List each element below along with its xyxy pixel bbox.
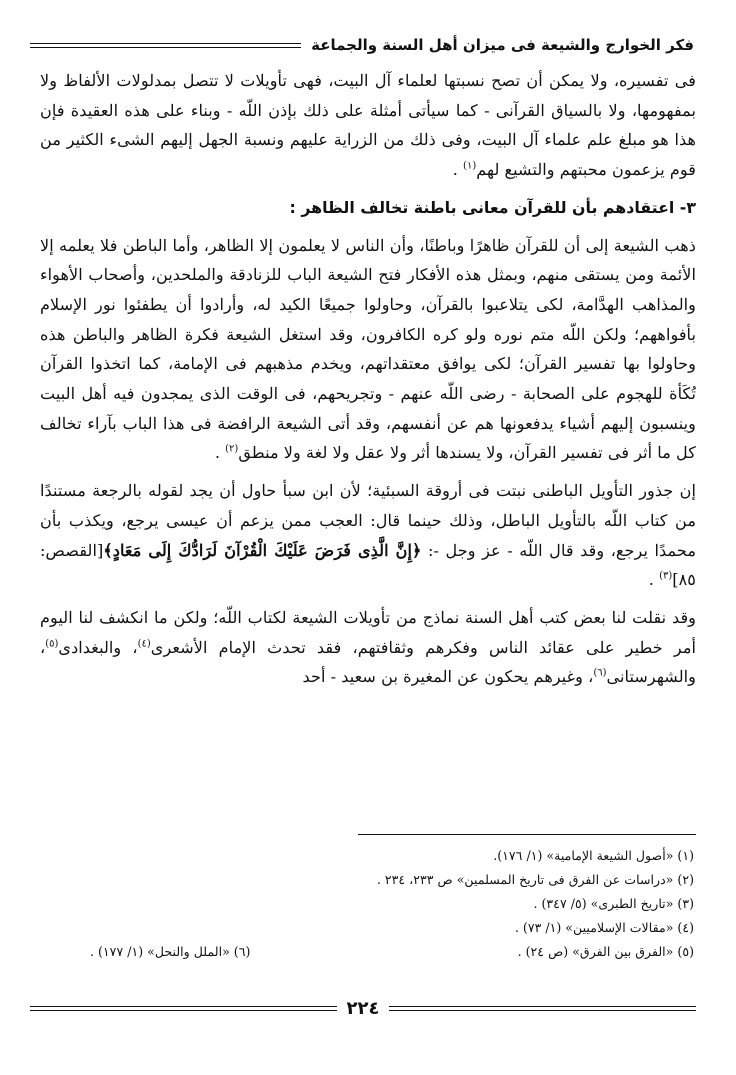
header-title: فكر الخوارج والشيعة فى ميزان أهل السنة والجماعة: [311, 36, 694, 54]
paragraph-1-end: .: [452, 160, 464, 180]
footnote-6: (٦) «الملل والنحل» (١/ ١٧٧) .: [90, 944, 251, 959]
running-header: [30, 30, 694, 60]
footnote-2: (٢) «دراسات عن الفرق فى تاريخ المسلمين» ص ٢٣٣، ٢٣٤ .: [376, 872, 694, 887]
section-heading: ٣- اعتقادهم بأن للقرآن معانى باطنة تخالف الظاهر :: [289, 197, 696, 217]
footnote-ref-1: (١): [463, 160, 477, 172]
paragraph-4-text-c: ، والشهرستانى: [40, 637, 696, 687]
footnotes: [40, 844, 694, 964]
page-number: ٢٢٤: [346, 997, 380, 1019]
paragraph-4: [40, 603, 696, 692]
footnote-row: [40, 940, 694, 964]
paragraph-4-end: ، وغيرهم يحكون عن المغيرة بن سعيد - أحد: [302, 667, 594, 687]
footnote-ref-6: (٦): [593, 667, 607, 679]
footnote-1: (١) «أصول الشيعة الإمامية» (١/ ١٧٦).: [493, 848, 694, 863]
footnote-5: (٥) «الفرق بين الفرق» (ص ٢٤) .: [517, 944, 694, 959]
paragraph-1-text: فى تفسيره، ولا يمكن أن تصح نسبتها لعلماء آل البيت، فهى تأويلات لا تتصل بمدلولات الألفاظ ولا بمفهومها، ولا بالسياق القرآنى - كما سيأتى أمثلة على ذلك بإذن اللّه - وبناء على هذه العقيدة فإن هذا هو مبلغ علم علماء آل البيت، وفى ذلك من الزراية عليهم ونسبة الجهل إليهم الشىء الكثير من قوم يزعمون محبتهم والتشيع لهم: [40, 71, 696, 180]
paragraph-3-end: .: [648, 570, 660, 590]
footer-rule-left: [30, 1006, 337, 1011]
footnote-ref-4: (٤): [137, 638, 151, 650]
paragraph-3-text: إن جذور التأويل الباطنى نبتت فى أروقة السبئية؛ لأن ابن سبأ حاول أن يجد لقوله بالرجعة مستندًا من كتاب اللّه بالتأويل الباطل، وذلك حينما قال: العجب ممن يزعم أن عيسى يرجع، ويكذب بأن محمدًا يرجع، وقد قال اللّه - عز وجل -:: [40, 481, 696, 560]
paragraph-2: [40, 231, 696, 469]
paragraph-4-text-b: ، والبغدادى: [58, 637, 138, 657]
paragraph-2-end: .: [214, 443, 226, 463]
footnote-3: (٣) «تاريخ الطبرى» (٥/ ٣٤٧) .: [533, 896, 694, 911]
main-text: [40, 66, 696, 692]
footer-rule-right: [389, 1006, 696, 1011]
quran-verse: ﴿إِنَّ الَّذِى فَرَضَ عَلَيْكَ الْقُرْآنَ لَرَادُّكَ إِلَى مَعَادٍ﴾: [103, 540, 422, 560]
footnote-ref-2: (٢): [225, 444, 239, 456]
paragraph-2-text: ذهب الشيعة إلى أن للقرآن ظاهرًا وباطنًا، وأن الناس لا يعلمون إلا الظاهر، وأما الباطن فلا يعلمه إلا الأئمة ومن يستقى منهم، وبمثل هذه الأفكار فتح الشيعة الباب للزنادقة والملحدين، وأصحاب الأهواء والمذاهب الهدَّامة، لكى يتلاعبوا بالقرآن، وحاولوا جميعًا الكيد له، وأرادوا أن يطفئوا نور الإسلام بأفواههم؛ ولكن اللّه متم نوره ولو كره الكافرون، وقد استغل الشيعة فكرة الظاهر والباطن هذه وحاولوا بها تفسير القرآن؛ لكى يوافق معتقداتهم، ويخدم مذهبهم فى الإمامة، كما اتخذوا القرآن تُكَأة للهجوم على الصحابة - رضى اللّه عنهم - وتجريحهم، فى الوقت الذى يمجدون فيه أهل البيت وينسبون إليهم أشياء يدفعونها هم عن أنفسهم، وقد أتى الشيعة الرافضة فى هذا الباب بآراء تخالف كل ما أثر فى تفسير القرآن، ولا يسندها أثر ولا عقل ولا لغة ولا منطق: [40, 235, 696, 463]
footnote-ref-5: (٥): [45, 638, 59, 650]
header-rule: [30, 43, 301, 48]
paragraph-3: [40, 476, 696, 595]
footnote-4: (٤) «مقالات الإسلاميين» (١/ ٧٣) .: [514, 920, 694, 935]
footnote-ref-3: (٣): [659, 570, 673, 582]
verse-citation: [القصص: ٨٥]: [40, 540, 696, 590]
footnote-separator: [358, 834, 696, 835]
page-footer: [30, 993, 696, 1023]
paragraph-4-text: وقد نقلت لنا بعض كتب أهل السنة نماذج من تأويلات الشيعة لكتاب اللّه؛ ولكن ما انكشف لنا اليوم أمر خطير على عقائد الناس وفكرهم وثقافتهم، فقد تحدث الإمام الأشعرى: [40, 607, 696, 657]
paragraph-1: [40, 66, 696, 185]
